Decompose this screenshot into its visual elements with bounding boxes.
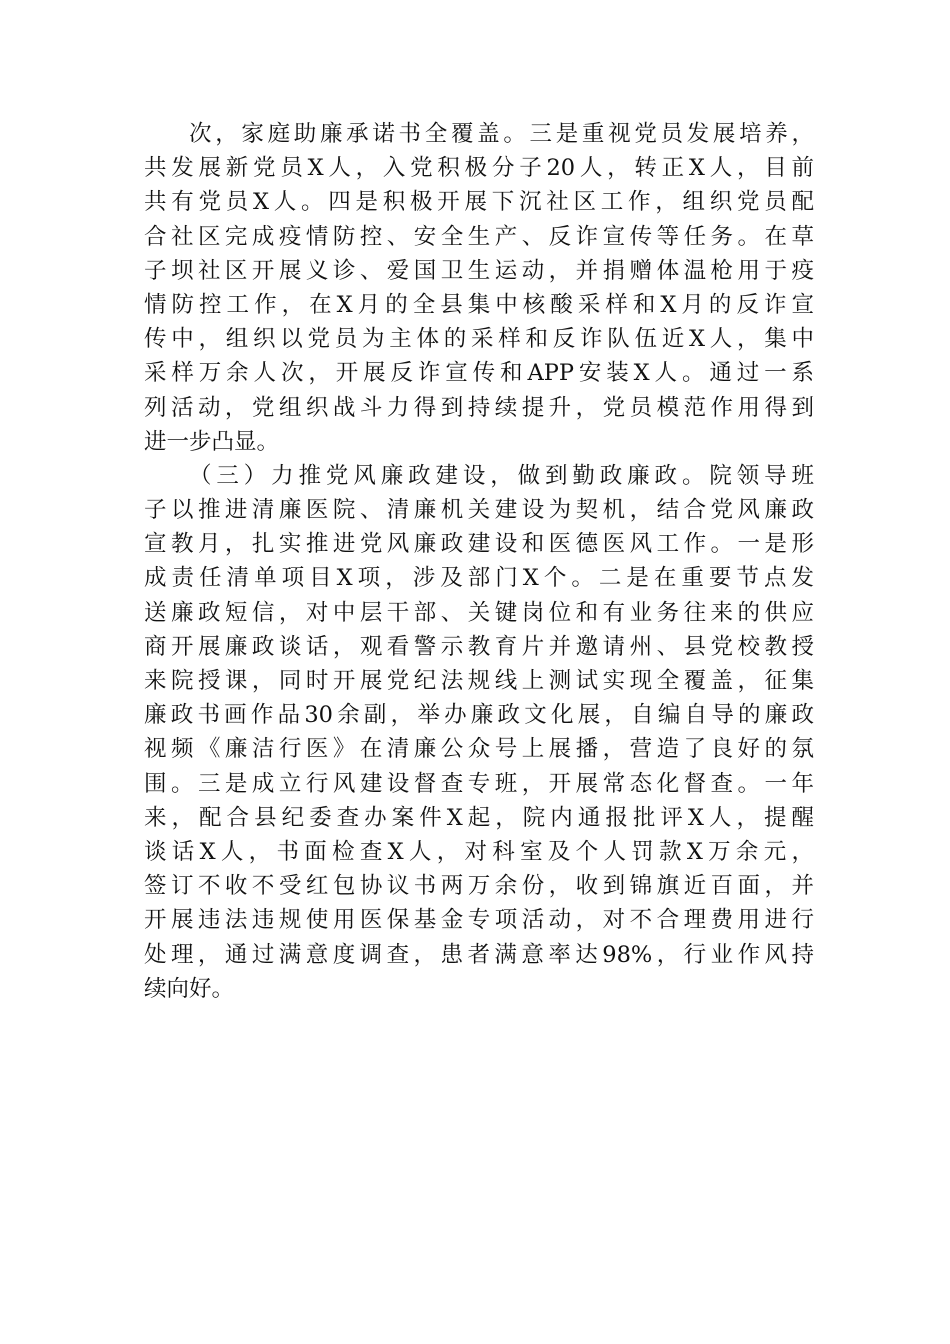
paragraph-line: 围。三是成立行风建设督查专班，开展常态化督查。一年 bbox=[144, 770, 814, 797]
paragraph-line: 来院授课，同时开展党纪法规线上测试实现全覆盖，征集 bbox=[144, 668, 814, 694]
document-body bbox=[144, 117, 814, 1006]
paragraph-line: 子以推进清廉医院、清廉机关建设为契机，结合党风廉政 bbox=[144, 497, 814, 524]
paragraph-line: 商开展廉政谈话，观看警示教育片并邀请州、县党校教授 bbox=[144, 633, 814, 660]
paragraph-line: 视频《廉洁行医》在清廉公众号上展播，营造了良好的氛 bbox=[144, 736, 814, 763]
paragraph-line: 传中，组织以党员为主体的采样和反诈队伍近X人，集中 bbox=[144, 326, 814, 353]
paragraph-line: 签订不收不受红包协议书两万余份，收到锦旗近百面，并 bbox=[144, 873, 814, 900]
paragraph-line: 续向好。 bbox=[144, 975, 235, 1002]
paragraph-line: 采样万余人次，开展反诈宣传和APP安装X人。通过一系 bbox=[144, 360, 814, 387]
paragraph-party-building bbox=[144, 117, 814, 459]
paragraph-line: （三）力推党风廉政建设，做到勤政廉政。院领导班 bbox=[189, 462, 814, 489]
paragraph-line: 进一步凸显。 bbox=[144, 428, 280, 455]
paragraph-line: 合社区完成疫情防控、安全生产、反诈宣传等任务。在草 bbox=[144, 223, 814, 250]
paragraph-line: 廉政书画作品30余副，举办廉政文化展，自编自导的廉政 bbox=[144, 702, 814, 729]
paragraph-line: 处理，通过满意度调查，患者满意率达98%，行业作风持 bbox=[144, 941, 814, 968]
paragraph-line: 共发展新党员X人，入党积极分子20人，转正X人，目前 bbox=[144, 155, 814, 182]
paragraph-line: 谈话X人，书面检查X人，对科室及个人罚款X万余元， bbox=[144, 838, 814, 865]
paragraph-line: 来，配合县纪委查办案件X起，院内通报批评X人，提醒 bbox=[144, 804, 814, 831]
paragraph-integrity-building bbox=[144, 459, 814, 1006]
paragraph-line: 列活动，党组织战斗力得到持续提升，党员模范作用得到 bbox=[144, 394, 814, 421]
paragraph-line: 开展违法违规使用医保基金专项活动，对不合理费用进行 bbox=[144, 907, 814, 934]
paragraph-line: 情防控工作，在X月的全县集中核酸采样和X月的反诈宣 bbox=[144, 291, 814, 318]
paragraph-line: 送廉政短信，对中层干部、关键岗位和有业务往来的供应 bbox=[144, 599, 814, 626]
paragraph-line: 子坝社区开展义诊、爱国卫生运动，并捐赠体温枪用于疫 bbox=[144, 257, 814, 284]
paragraph-line: 共有党员X人。四是积极开展下沉社区工作，组织党员配 bbox=[144, 189, 814, 216]
paragraph-line: 次，家庭助廉承诺书全覆盖。三是重视党员发展培养， bbox=[189, 121, 814, 147]
paragraph-line: 宣教月，扎实推进党风廉政建设和医德医风工作。一是形 bbox=[144, 531, 814, 558]
paragraph-line: 成责任清单项目X项，涉及部门X个。二是在重要节点发 bbox=[144, 565, 814, 592]
